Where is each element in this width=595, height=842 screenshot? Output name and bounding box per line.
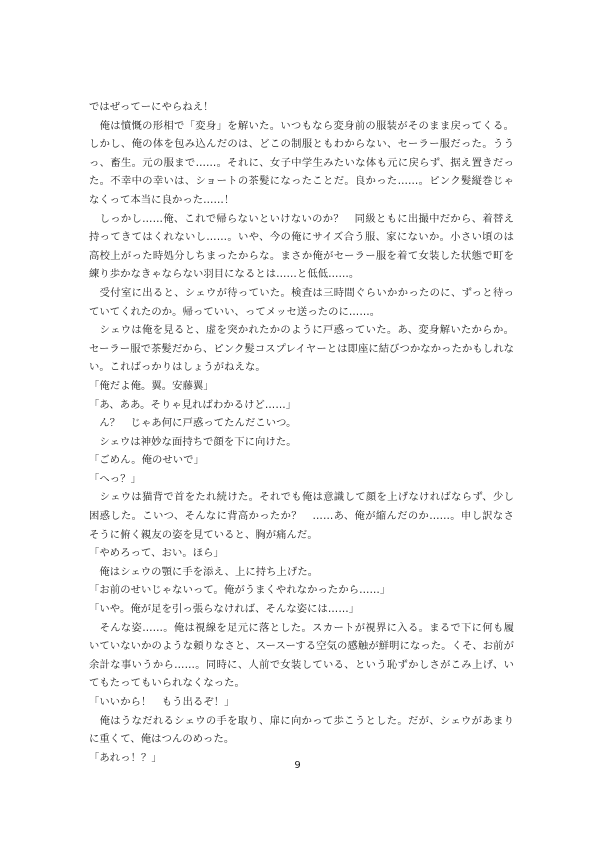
dialogue-line: 「俺だよ俺。翼。安藤翼」 bbox=[89, 379, 214, 392]
dialogue-line: 「お前のせいじゃないって。俺がうまくやれなかったから……」 bbox=[89, 584, 391, 597]
paragraph: ん？ じゃあ何に戸惑ってたんだこいつ。 bbox=[89, 417, 297, 430]
dialogue-line: 「へっ？」 bbox=[89, 472, 141, 485]
paragraph: シェウは猫背で首をたれ続けた。それでも俺は意識して顔を上げなければならず、少し困惑した。こいつ、そんなに背高かったか？ ……あ、俺が縮んだのか……。申し訳なさそうに俯く親友の姿を見ていると、胸が痛んだ。 bbox=[89, 491, 514, 541]
paragraph: そんな姿……。俺は視線を足元に落とした。スカートが視界に入る。まるで下に何も履いていないかのような頼りなさと、スースーする空気の感触が鮮明になった。くそ、お前が余計な事いうから……。同時に、人前で女装している、という恥ずかしさがこみ上げ、いてもたってもいられなくなった。 bbox=[89, 621, 514, 690]
paragraph: 俺は憤慨の形相で「変身」を解いた。いつもなら変身前の服装がそのまま戻ってくる。しかし、俺の体を包み込んだのは、どこの制服ともわからない、セーラー服だった。うう っ、畜生。元の服まで……。それに、女子中学生みたいな体も元に戻らず、据え置きだった。不幸中の幸いは、ショートの茶髪になったことだ。良かった……。ピンク髪縦巻じゃなくって本当に良かった……！ bbox=[89, 119, 514, 206]
paragraph: 俺はシェウの顎に手を添え、上に持ち上げた。 bbox=[89, 565, 319, 578]
dialogue-line: 「いや。俺が足を引っ張らなければ、そんな姿には……」 bbox=[89, 603, 360, 616]
paragraph: シェウは俺を見ると、虚を突かれたかのように戸惑っていた。あ、変身解いたからか。セーラー服で茶髪だから、ピンク髪コスプレイヤーとは即座に結びつかなかったかもしれない。こればっかりはしょうがねえな。 bbox=[89, 324, 514, 374]
dialogue-line: 「あれっ！？」 bbox=[89, 751, 162, 764]
dialogue-line: 「いいから！ もう出るぞ！」 bbox=[89, 696, 235, 708]
dialogue-line: 「やめろって、おい。ほら」 bbox=[89, 547, 224, 560]
paragraph: 俺はうなだれるシェウの手を取り、扉に向かって歩こうとした。だが、シェウがあまりに重くて、俺はつんのめった。 bbox=[89, 714, 514, 746]
paragraph: しっかし……俺、これで帰らないといけないのか？ 同級ともに出撮中だから、着替え持ってきてはくれないし……。いや、今の俺にサイズ合う服、家にないか。小さい頃のは高校上がった時処分しちまったからな。まさか俺がセーラー服を着て女装した状態で町を練り歩かなきゃならない羽目になるとは……と低低……。 bbox=[89, 212, 514, 281]
page-number: 9 bbox=[294, 760, 301, 771]
body-text bbox=[89, 98, 514, 767]
paragraph: ではぜってーにやらねえ！ bbox=[89, 101, 214, 113]
dialogue-line: 「ごめん。俺のせいで」 bbox=[89, 454, 204, 467]
dialogue-line: 「あ、ああ。そりゃ見ればわかるけど……」 bbox=[89, 398, 297, 411]
paragraph: 受付室に出ると、シェウが待っていた。検査は三時間ぐらいかかったのに、ずっと待っていてくれたのか。帰っていい、ってメッセ送ったのに……。 bbox=[89, 286, 514, 318]
paragraph: シェウは神妙な面持ちで顔を下に向けた。 bbox=[89, 435, 297, 448]
